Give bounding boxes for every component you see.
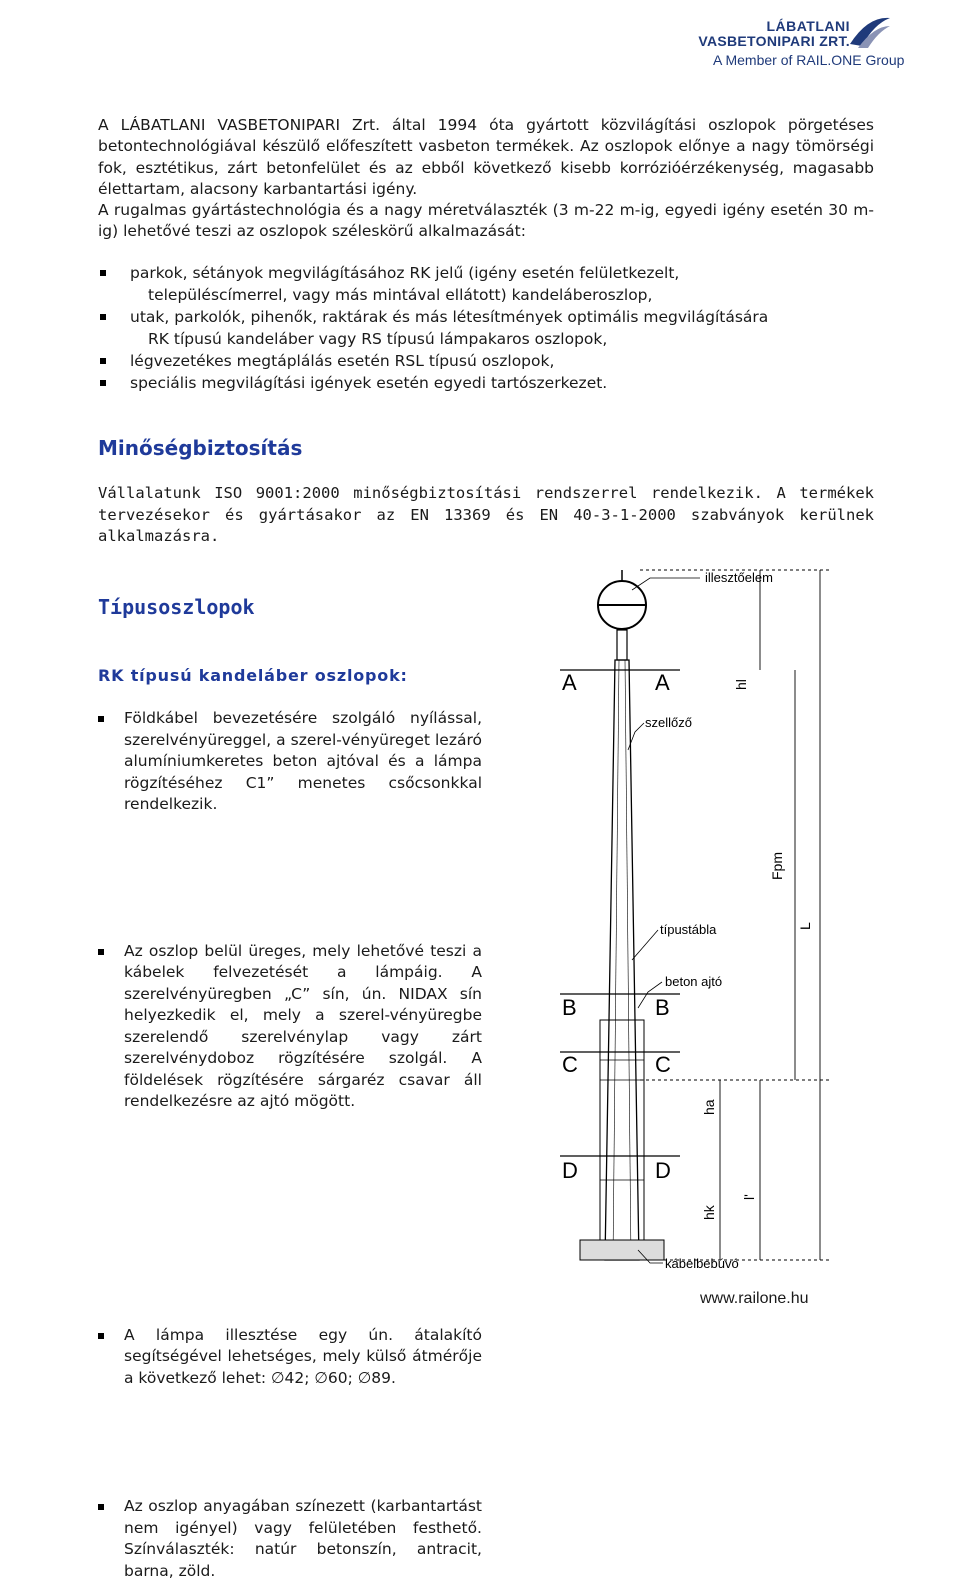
bullet-icon (98, 949, 104, 955)
quality-paragraph: Vállalatunk ISO 9001:2000 minőségbiztosítási rendszerrel rendelkezik. A termékek tervezésekor és gyártásakor az EN 13369 és EN 40-3-1-2000 szabványok kerülnek alkalmazásra. (98, 484, 874, 545)
list-item: légvezetékes megtáplálás esetén RSL típusú oszlopok, (98, 350, 876, 372)
list-item: Földkábel bevezetésére szolgáló nyílással, szerelvényüreggel, a szerel-vényüreget lezáró alumíniumkeretes beton ajtóval és a lámpa rögzítéséhez C1” menetes csőcsonkkal rendelkezik. (98, 708, 482, 816)
bullet-icon (100, 270, 106, 276)
list-item: utak, parkolók, pihenők, raktárak és más létesítmények optimális megvilágítására RK típusú kandeláber vagy RS típusú lámpakaros oszlopok, (98, 306, 876, 350)
bullet-icon (98, 1333, 104, 1339)
label-kabelbebuvo: kábelbebúvó (665, 1256, 739, 1271)
bullet-icon (100, 314, 106, 320)
label-A-right: A (655, 670, 670, 695)
bullet-icon (98, 716, 104, 722)
logo-swoosh-icon (848, 14, 892, 50)
bullet-icon (98, 1504, 104, 1510)
company-logo (665, 14, 920, 72)
label-C-right: C (655, 1052, 671, 1077)
list-item: Az oszlop anyagában színezett (karbantartást nem igényel) vagy felületében festhető. Színválaszték: natúr betonszín, antracit, barna, zöld. (98, 1496, 482, 1582)
logo-subtitle: A Member of RAIL.ONE Group (713, 52, 905, 68)
dim-l: l' (741, 1194, 757, 1200)
label-C-left: C (562, 1052, 578, 1077)
dim-ha: ha (701, 1099, 717, 1115)
list-item: speciális megvilágítási igények esetén egyedi tartószerkezet. (98, 372, 876, 394)
logo-line1: LÁBATLANI (766, 18, 850, 34)
label-B-left: B (562, 995, 577, 1020)
list-item: parkok, sétányok megvilágításához RK jelű (igény esetén felületkezelt, településcímerrel, vagy más mintával ellátott) kandeláberoszlop, (98, 262, 876, 306)
label-illeszto: illesztőelem (705, 570, 773, 585)
application-list (98, 262, 876, 394)
list-item: A lámpa illesztése egy ún. átalakító segítségével lehetséges, mely külső átmérője a következő lehet: ∅42; ∅60; ∅89. (98, 1325, 482, 1390)
list-item: Az oszlop belül üreges, mely lehetővé teszi a kábelek felvezetését a lámpáig. A szerelvényüregben „C” sín, ún. NIDAX sín helyezkedik el, mely a szerel-vényüregbe szerelendő szerelvénylap vagy zárt szerelvénydoboz rögzítésére szolgál. A földelések rögzítésére sárgaréz csavar áll rendelkezésre az ajtó mögött. (98, 941, 482, 1113)
label-D-right: D (655, 1158, 671, 1183)
dim-hl: hl (733, 679, 749, 690)
logo-line2: VASBETONIPARI ZRT. (698, 33, 850, 49)
subheading-rk: RK típusú kandeláber oszlopok: (98, 666, 408, 685)
label-B-right: B (655, 995, 670, 1020)
label-betonajto: beton ajtó (665, 974, 723, 989)
label-tipustabla: típustábla (660, 922, 717, 937)
label-D-left: D (562, 1158, 578, 1183)
pole-diagram (520, 560, 900, 1280)
dim-Fpm: Fpm (769, 852, 785, 880)
dim-L: L (797, 922, 813, 930)
dim-hk: hk (701, 1205, 717, 1220)
label-A-left: A (562, 670, 577, 695)
footer-url: www.railone.hu (700, 1290, 809, 1307)
intro-paragraph-1: A LÁBATLANI VASBETONIPARI Zrt. által 1994 óta gyártott közvilágítási oszlopok pörgetéses betontechnológiával készülő előfeszített vasbeton termékek. Az oszlopok előnye a nagy tömörségi fok, esztétikus, zárt betonfelület és az ebből következő kisebb korrózióérzékenység, magasabb élettartam, alacsony karbantartási igény. (98, 116, 874, 198)
section-heading-types: Típusoszlopok (98, 595, 255, 619)
intro-paragraph-2: A rugalmas gyártástechnológia és a nagy méretválaszték (3 m-22 m-ig, egyedi igény esetén 30 m-ig) lehetővé teszi az oszlopok széleskörű alkalmazását: (98, 201, 874, 241)
section-heading-quality: Minőségbiztosítás (98, 436, 303, 460)
rk-feature-list (98, 708, 482, 1580)
label-szellozo: szellőző (645, 715, 692, 730)
bullet-icon (100, 358, 106, 364)
bullet-icon (100, 380, 106, 386)
